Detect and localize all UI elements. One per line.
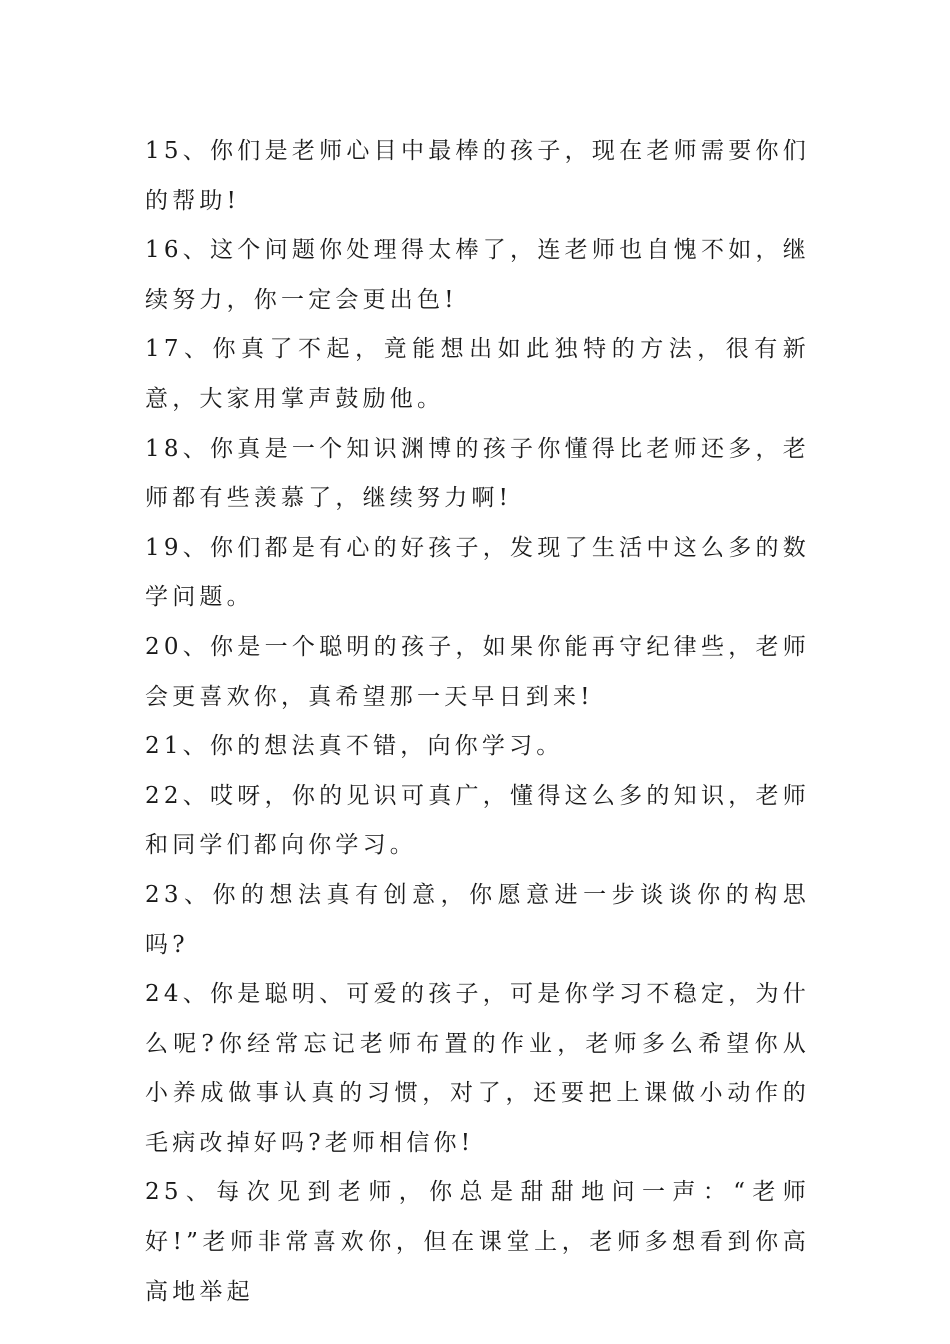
paragraph-21: 21、你的想法真不错，向你学习。 xyxy=(145,733,564,760)
paragraph-16: 16、这个问题你处理得太棒了，连老师也自愧不如，继续努力，你一定会更出色! xyxy=(145,237,810,313)
document-body xyxy=(145,127,810,1317)
paragraph-24: 24、你是聪明、可爱的孩子，可是你学习不稳定，为什么呢?你经常忘记老师布置的作业，老师多么希望你从小养成做事认真的习惯，对了，还要把上课做小动作的毛病改掉好吗?老师相信你! xyxy=(145,981,810,1156)
paragraph-19: 19、你们都是有心的好孩子，发现了生活中这么多的数学问题。 xyxy=(145,534,810,611)
paragraph-25: 25、每次见到老师，你总是甜甜地问一声：“老师好!”老师非常喜欢你，但在课堂上，老师多想看到你高高地举起 xyxy=(145,1179,810,1305)
paragraph-20: 20、你是一个聪明的孩子，如果你能再守纪律些，老师会更喜欢你，真希望那一天早日到来! xyxy=(145,633,810,710)
paragraph-15: 15、你们是老师心目中最棒的孩子，现在老师需要你们的帮助! xyxy=(145,138,810,214)
paragraph-17: 17、你真了不起，竟能想出如此独特的方法，很有新意，大家用掌声鼓励他。 xyxy=(145,336,810,412)
paragraph-22: 22、哎呀，你的见识可真广，懂得这么多的知识，老师和同学们都向你学习。 xyxy=(145,782,810,859)
paragraph-18: 18、你真是一个知识渊博的孩子你懂得比老师还多，老师都有些羡慕了，继续努力啊! xyxy=(145,435,810,512)
paragraph-23: 23、你的想法真有创意，你愿意进一步谈谈你的构思吗? xyxy=(145,881,810,958)
